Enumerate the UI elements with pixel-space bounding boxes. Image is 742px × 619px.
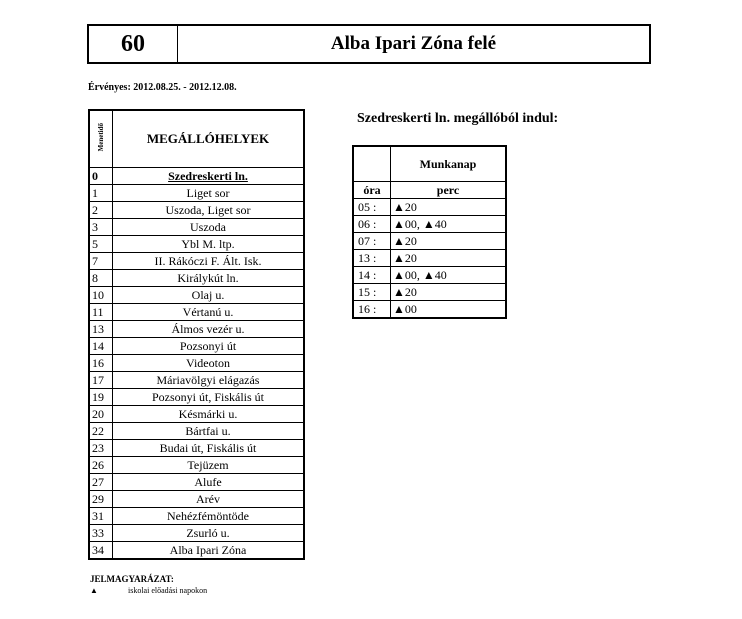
stop-row (89, 338, 304, 355)
departure-row (353, 284, 506, 301)
departure-minutes: ▲00, ▲40 (391, 216, 507, 233)
legend-row (90, 586, 207, 595)
stop-row (89, 202, 304, 219)
departure-hour: 15 : (353, 284, 391, 301)
departure-minutes: ▲00, ▲40 (391, 267, 507, 284)
stop-travel-time: 0 (89, 168, 113, 185)
stop-name: Liget sor (113, 185, 305, 202)
stop-name: Bártfai u. (113, 423, 305, 440)
route-header (87, 24, 651, 64)
stop-travel-time: 14 (89, 338, 113, 355)
stop-row (89, 219, 304, 236)
stop-travel-time: 3 (89, 219, 113, 236)
blank-corner (353, 146, 391, 182)
departure-minutes: ▲20 (391, 199, 507, 216)
stop-travel-time: 22 (89, 423, 113, 440)
stop-travel-time: 16 (89, 355, 113, 372)
travel-time-header: Menetidő (89, 110, 113, 168)
stop-travel-time: 10 (89, 287, 113, 304)
stop-name: Vértanú u. (113, 304, 305, 321)
stop-travel-time: 27 (89, 474, 113, 491)
departure-row (353, 233, 506, 250)
stop-name: Ybl M. ltp. (113, 236, 305, 253)
departure-hour: 07 : (353, 233, 391, 250)
stop-row (89, 525, 304, 542)
departure-hour: 05 : (353, 199, 391, 216)
stop-travel-time: 7 (89, 253, 113, 270)
stop-row (89, 389, 304, 406)
triangle-icon: ▲ (90, 586, 98, 595)
stop-travel-time: 5 (89, 236, 113, 253)
route-title: Alba Ipari Zóna felé (330, 33, 497, 54)
stop-row (89, 355, 304, 372)
stop-name: Zsurló u. (113, 525, 305, 542)
departure-hour: 14 : (353, 267, 391, 284)
departure-hour: 06 : (353, 216, 391, 233)
stop-row (89, 372, 304, 389)
departure-hour: 13 : (353, 250, 391, 267)
stop-row (89, 423, 304, 440)
stop-row (89, 185, 304, 202)
stop-row (89, 304, 304, 321)
stop-travel-time: 1 (89, 185, 113, 202)
stop-travel-time: 26 (89, 457, 113, 474)
departure-row (353, 301, 506, 319)
validity-period: Érvényes: 2012.08.25. - 2012.12.08. (88, 82, 237, 93)
departure-row (353, 199, 506, 216)
stop-travel-time: 8 (89, 270, 113, 287)
stop-row (89, 287, 304, 304)
stops-header: MEGÁLLÓHELYEK (113, 110, 305, 168)
stop-travel-time: 33 (89, 525, 113, 542)
legend-title: JELMAGYARÁZAT: (90, 574, 174, 584)
stop-name: Uszoda, Liget sor (113, 202, 305, 219)
departure-minutes: ▲20 (391, 233, 507, 250)
stop-row (89, 457, 304, 474)
stop-row (89, 253, 304, 270)
route-number: 60 (89, 26, 178, 62)
stop-travel-time: 17 (89, 372, 113, 389)
legend-text: iskolai előadási napokon (128, 586, 208, 595)
stop-name: Alufe (113, 474, 305, 491)
day-type-header: Munkanap (391, 146, 507, 182)
departures-title: Szedreskerti ln. megállóból indul: (357, 111, 559, 126)
stop-name: Máriavölgyi elágazás (113, 372, 305, 389)
departure-hour: 16 : (353, 301, 391, 319)
stop-travel-time: 34 (89, 542, 113, 560)
stop-travel-time: 23 (89, 440, 113, 457)
stop-row (89, 406, 304, 423)
departure-row (353, 216, 506, 233)
stop-name: Alba Ipari Zóna (113, 542, 305, 560)
stop-name: Álmos vezér u. (113, 321, 305, 338)
stop-row (89, 440, 304, 457)
stop-row (89, 168, 304, 185)
stop-name: Pozsonyi út (113, 338, 305, 355)
departure-minutes: ▲00 (391, 301, 507, 319)
stops-table (88, 109, 305, 560)
stop-travel-time: 20 (89, 406, 113, 423)
departure-row (353, 267, 506, 284)
stop-name: II. Rákóczi F. Ált. Isk. (113, 253, 305, 270)
stop-travel-time: 19 (89, 389, 113, 406)
stop-row (89, 474, 304, 491)
stop-name: Budai út, Fiskális út (113, 440, 305, 457)
stop-travel-time: 31 (89, 508, 113, 525)
hour-column-header: óra (353, 182, 391, 199)
departure-row (353, 250, 506, 267)
stop-travel-time: 11 (89, 304, 113, 321)
stop-name: Nehézfémöntöde (113, 508, 305, 525)
minute-column-header: perc (391, 182, 507, 199)
stop-name: Tejüzem (113, 457, 305, 474)
stop-row (89, 270, 304, 287)
stop-name: Szedreskerti ln. (113, 168, 305, 185)
stop-row (89, 491, 304, 508)
departure-minutes: ▲20 (391, 284, 507, 301)
stop-name: Királykút ln. (113, 270, 305, 287)
stop-travel-time: 2 (89, 202, 113, 219)
stop-name: Arév (113, 491, 305, 508)
stop-name: Uszoda (113, 219, 305, 236)
stop-row (89, 236, 304, 253)
stop-name: Késmárki u. (113, 406, 305, 423)
stop-name: Videoton (113, 355, 305, 372)
stop-name: Olaj u. (113, 287, 305, 304)
departure-minutes: ▲20 (391, 250, 507, 267)
stop-name: Pozsonyi út, Fiskális út (113, 389, 305, 406)
stop-travel-time: 13 (89, 321, 113, 338)
departures-table (352, 145, 507, 319)
stop-row (89, 508, 304, 525)
stop-row (89, 542, 304, 560)
stop-row (89, 321, 304, 338)
stop-travel-time: 29 (89, 491, 113, 508)
